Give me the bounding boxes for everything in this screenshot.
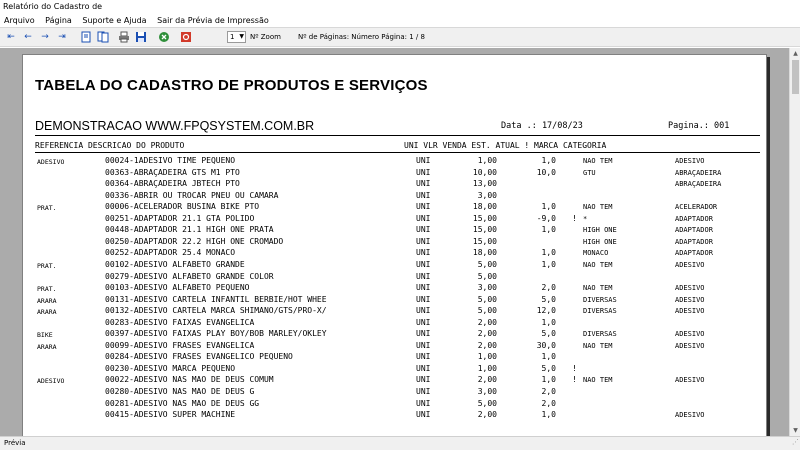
cell-uni: UNI [416,190,431,200]
table-row [23,168,768,180]
cell-desc: 00280-ADESIVO NAS MAO DE DEUS G [105,387,255,396]
cell-desc: 00364-ABRAÇADEIRA JBTECH PTO [105,179,240,189]
cell-desc: 00250-ADAPTADOR 22.2 HIGH ONE CROMADO [105,236,284,246]
report-date: Data .: 17/08/23 [501,121,583,131]
cell-ref: ARARA [37,308,57,317]
cell-vlr: 2,00 [477,375,497,385]
scroll-up-icon[interactable]: ▲ [793,50,798,57]
cell-bang: ! [572,363,577,373]
cell-vlr: 18,00 [472,202,497,212]
export-icon[interactable] [158,31,170,43]
cell-cat: ABRAÇADEIRA [675,168,722,177]
table-row [23,410,768,422]
cell-est: 1,0 [541,352,556,362]
cell-vlr: 3,00 [477,387,497,396]
cell-vlr: 5,00 [477,398,497,408]
cell-vlr: 2,00 [477,340,497,350]
close-icon[interactable] [180,31,192,43]
cell-marca: NAO TEM [583,203,613,212]
cell-uni: UNI [416,352,431,362]
table-row [23,260,768,272]
chevron-down-icon: ▼ [239,33,244,40]
cell-uni: UNI [416,271,431,281]
cell-cat: ADESIVO [675,341,705,350]
cell-uni: UNI [416,202,431,212]
table-row [23,179,768,191]
menu-pagina[interactable]: Página [45,16,72,25]
cell-desc: 00024-1ADESIVO TIME PEQUENO [105,156,236,165]
cell-ref: ADESIVO [37,377,65,386]
cell-uni: UNI [416,248,431,258]
cell-ref: ARARA [37,296,57,305]
cell-vlr: 5,00 [477,306,497,316]
cell-est: 30,0 [536,340,556,350]
cell-vlr: 1,00 [477,363,497,373]
cell-est: 1,0 [541,375,556,385]
cell-est: 1,0 [541,248,556,258]
cell-cat: ADESIVO [675,284,705,293]
cell-uni: UNI [416,410,431,420]
cell-uni: UNI [416,363,431,373]
two-pages-icon[interactable] [97,31,109,43]
cell-vlr: 5,00 [477,271,497,281]
cell-uni: UNI [416,179,431,189]
last-page-icon[interactable]: ⇥ [58,32,66,42]
cell-marca: DIVERSAS [583,295,617,304]
cell-marca: NAO TEM [583,157,613,165]
toolbar [0,27,800,47]
page-count-label: Nº de Páginas: Número Página: 1 / 8 [298,33,425,41]
cell-desc: 00131-ADESIVO CARTELA INFANTIL BERBIE/HOT WHEE [105,294,327,304]
zoom-select[interactable] [227,31,246,43]
cell-desc: 00252-ADAPTADOR 25.4 MONACO [105,248,236,258]
cell-est: 2,0 [541,283,556,293]
cell-uni: UNI [416,317,431,327]
table-row [23,283,768,295]
next-page-icon[interactable]: → [41,32,49,42]
table-row [23,214,768,226]
cell-uni: UNI [416,167,431,177]
cell-marca: NAO TEM [583,260,613,269]
cell-vlr: 15,00 [472,225,497,235]
table-row [23,352,768,364]
menu-arquivo[interactable]: Arquivo [4,16,35,25]
cell-cat: ADAPTADOR [675,237,713,246]
cell-uni: UNI [416,236,431,246]
cell-uni: UNI [416,294,431,304]
header-bottom-rule [35,152,760,153]
cell-marca: HIGH ONE [583,226,617,235]
cell-desc: 00251-ADAPTADOR 21.1 GTA POLIDO [105,213,255,223]
cell-marca: GTU [583,168,596,177]
cell-vlr: 15,00 [472,236,497,246]
cell-desc: 00099-ADESIVO FRASES EVANGELICA [105,340,255,350]
cell-bang: ! [572,213,577,223]
cell-cat: ADESIVO [675,260,705,269]
column-header-rest: UNI VLR VENDA EST. ATUAL ! MARCA CATEGORIA [404,141,607,150]
cell-vlr: 5,00 [477,294,497,304]
cell-desc: 00279-ADESIVO ALFABETO GRANDE COLOR [105,271,274,281]
cell-vlr: 2,00 [477,317,497,327]
cell-desc: 00230-ADESIVO MARCA PEQUENO [105,363,236,373]
window-title: Relatório do Cadastro de [0,0,800,14]
cell-desc: 00022-ADESIVO NAS MAO DE DEUS COMUM [105,375,274,385]
cell-est: 1,0 [541,156,556,165]
table-row [23,248,768,260]
cell-vlr: 2,00 [477,329,497,339]
cell-cat: ADESIVO [675,295,705,304]
table-row [23,306,768,318]
cell-est: 5,0 [541,294,556,304]
cell-ref: PRAT. [37,204,57,213]
resize-grip-icon[interactable]: ⋰ [792,438,799,446]
cell-est: 10,0 [536,167,556,177]
cell-marca: NAO TEM [583,284,613,293]
cell-desc: 00283-ADESIVO FAIXAS EVANGELICA [105,317,255,327]
cell-cat: ADESIVO [675,411,705,420]
table-row [23,295,768,307]
cell-uni: UNI [416,329,431,339]
cell-vlr: 1,00 [477,352,497,362]
cell-marca: * [583,214,588,223]
cell-ref: PRAT. [37,285,57,294]
cell-est: 12,0 [536,306,556,316]
cell-uni: UNI [416,340,431,350]
cell-cat: ADESIVO [675,376,705,385]
cell-est: 1,0 [541,317,556,327]
cell-est: 2,0 [541,387,556,396]
scroll-thumb[interactable] [792,60,799,94]
cell-cat: ADESIVO [675,330,705,339]
cell-vlr: 2,00 [477,410,497,420]
cell-uni: UNI [416,156,431,165]
cell-uni: UNI [416,306,431,316]
cell-vlr: 13,00 [472,179,497,189]
cell-uni: UNI [416,398,431,408]
table-row [23,237,768,249]
cell-vlr: 5,00 [477,259,497,269]
cell-ref: ARARA [37,342,57,351]
first-page-icon[interactable]: ⇤ [7,32,15,42]
status-text: Prévia [4,439,26,447]
cell-desc: 00415-ADESIVO SUPER MACHINE [105,410,236,420]
vertical-scrollbar[interactable] [789,48,800,436]
cell-desc: 00284-ADESIVO FRASES EVANGELICO PEQUENO [105,352,293,362]
print-icon[interactable] [118,31,130,43]
table-row [23,202,768,214]
report-page [22,54,767,436]
report-page-number: Pagina.: 001 [668,121,730,131]
cell-est: 1,0 [541,202,556,212]
cell-marca: DIVERSAS [583,307,617,316]
cell-desc: 00397-ADESIVO FAIXAS PLAY BOY/BOB MARLEY/OKLEY [105,329,327,339]
table-row [23,341,768,353]
cell-marca: HIGH ONE [583,237,617,246]
cell-vlr: 15,00 [472,213,497,223]
cell-est: 1,0 [541,259,556,269]
cell-cat: ADESIVO [675,157,705,165]
cell-desc: 00448-ADAPTADOR 21.1 HIGH ONE PRATA [105,225,274,235]
table-row [23,272,768,284]
cell-desc: 00363-ABRAÇADEIRA GTS M1 PTO [105,167,240,177]
table-row [23,156,768,168]
cell-uni: UNI [416,387,431,396]
cell-uni: UNI [416,283,431,293]
cell-cat: ADAPTADOR [675,226,713,235]
zoom-label: Nº Zoom [250,33,281,41]
report-title: TABELA DO CADASTRO DE PRODUTOS E SERVIÇOS [35,77,428,94]
cell-desc: 00132-ADESIVO CARTELA MARCA SHIMANO/GTS/PRO-X/ [105,306,327,316]
cell-vlr: 3,00 [477,190,497,200]
table-row [23,387,768,399]
cell-uni: UNI [416,213,431,223]
cell-est: 2,0 [541,398,556,408]
table-row [23,329,768,341]
cell-desc: 00006-ACELERADOR BUSINA BIKE PTO [105,202,260,212]
cell-desc: 00102-ADESIVO ALFABETO GRANDE [105,259,245,269]
table-row [23,399,768,411]
cell-cat: ACELERADOR [675,203,718,212]
table-row [23,375,768,387]
cell-marca: NAO TEM [583,341,613,350]
zoom-value: 1 [230,33,235,41]
save-icon[interactable] [135,31,147,43]
scroll-down-icon[interactable]: ▼ [793,427,798,434]
table-row [23,364,768,376]
cell-marca: NAO TEM [583,376,613,385]
single-page-icon[interactable] [80,31,92,43]
menu-suporte[interactable]: Suporte e Ajuda [82,16,147,25]
column-header-desc: REFERENCIA DESCRICAO DO PRODUTO [35,141,185,150]
cell-desc: 00281-ADESIVO NAS MAO DE DEUS GG [105,398,260,408]
cell-ref: PRAT. [37,261,57,270]
cell-uni: UNI [416,225,431,235]
preview-area [0,48,789,436]
cell-cat: ADAPTADOR [675,214,713,223]
cell-est: 1,0 [541,225,556,235]
cell-est: 1,0 [541,410,556,420]
table-row [23,225,768,237]
cell-ref: ADESIVO [37,158,65,166]
cell-vlr: 1,00 [477,156,497,165]
cell-vlr: 18,00 [472,248,497,258]
report-company: DEMONSTRACAO WWW.FPQSYSTEM.COM.BR [35,119,315,133]
cell-vlr: 10,00 [472,167,497,177]
prev-page-icon[interactable]: ← [24,32,32,42]
cell-bang: ! [572,375,577,385]
cell-cat: ADESIVO [675,307,705,316]
status-bar [0,436,800,450]
cell-ref: BIKE [37,331,53,340]
cell-marca: MONACO [583,249,609,258]
cell-desc: 00103-ADESIVO ALFABETO PEQUENO [105,283,250,293]
cell-est: 5,0 [541,329,556,339]
cell-desc: 00336-ABRIR OU TROCAR PNEU OU CAMARA [105,190,279,200]
cell-uni: UNI [416,375,431,385]
cell-cat: ADAPTADOR [675,249,713,258]
cell-est: 5,0 [541,363,556,373]
header-top-rule [35,135,760,136]
table-row [23,191,768,203]
table-row [23,318,768,330]
cell-vlr: 3,00 [477,283,497,293]
cell-uni: UNI [416,259,431,269]
menu-bar [0,14,800,27]
cell-est: -9,0 [536,213,556,223]
cell-marca: DIVERSAS [583,330,617,339]
cell-cat: ABRAÇADEIRA [675,180,722,189]
menu-sair[interactable]: Sair da Prévia de Impressão [157,16,269,25]
